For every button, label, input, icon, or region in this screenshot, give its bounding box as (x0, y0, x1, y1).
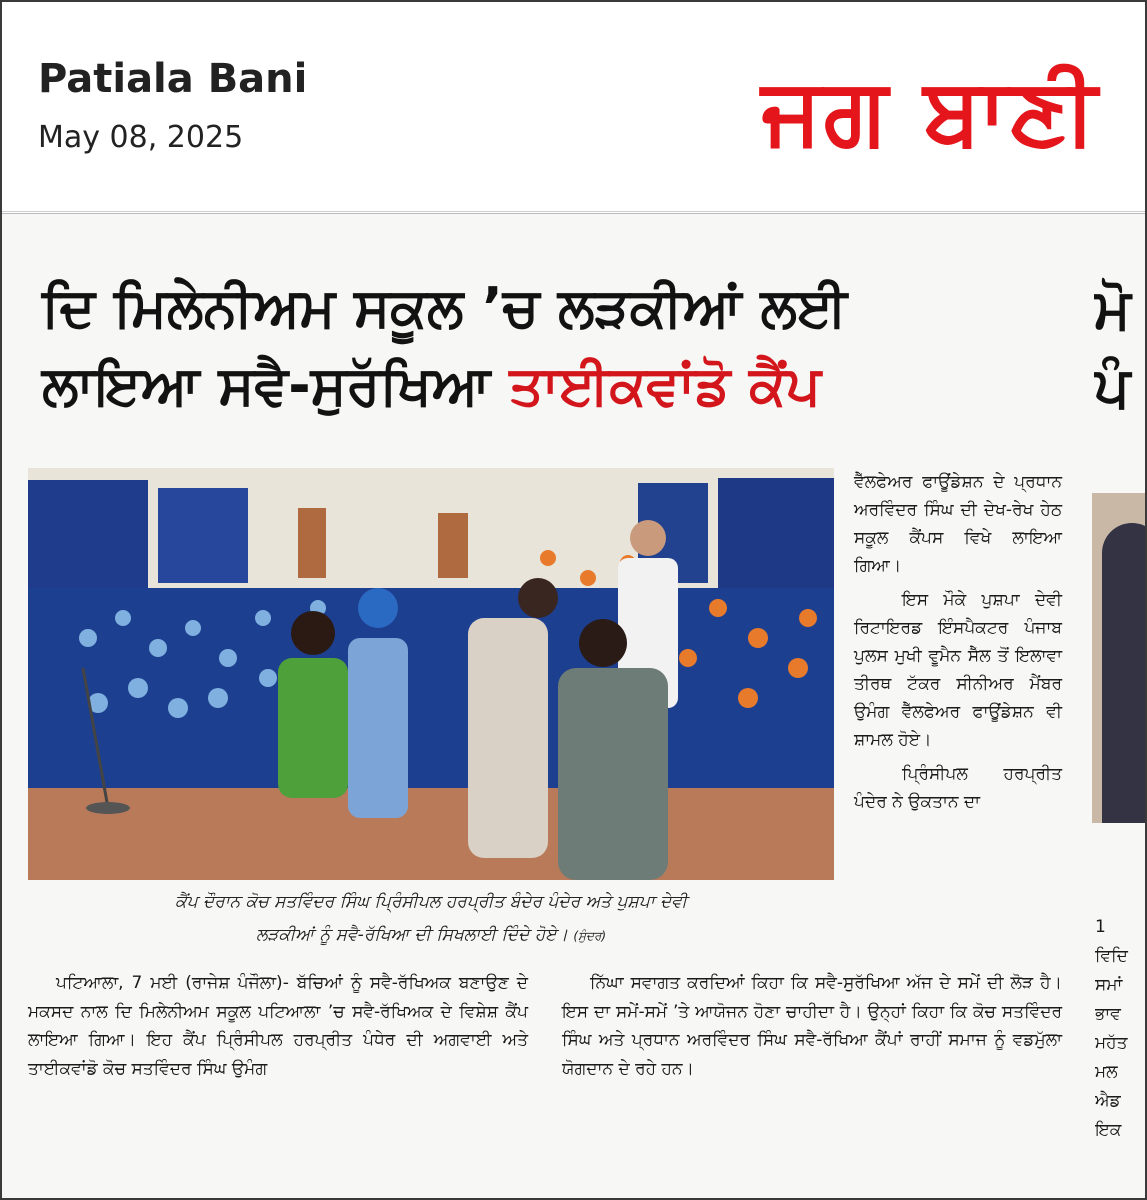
photo-caption (28, 886, 834, 953)
article-paragraph: ਪ੍ਰਿੰਸੀਪਲ ਹਰਪ੍ਰੀਤ ਪੰਦੇਰ ਨੇ ਉਕਤਾਨ ਦਾ (854, 764, 1062, 812)
article-column-right (854, 468, 1062, 822)
adjacent-word: ਵਿਦਿ (1095, 946, 1128, 966)
caption-line-2-text: ਲੜਕੀਆਂ ਨੂੰ ਸਵੈ-ਰੱਖਿਆ ਦੀ ਸਿਖਲਾਈ ਦਿੰਦੇ ਹੋਏ। (255, 925, 568, 945)
article-paragraph: ਪਟਿਆਲਾ, 7 ਮਈ (ਰਾਜੇਸ਼ ਪੰਜੌਲਾ)- ਬੱਚਿਆਂ ਨੂੰ ਸਵੈ-ਰੱਖਿਅਕ ਬਣਾਉਣ ਦੇ ਮਕਸਦ ਨਾਲ ਦਿ ਮਿਲੇਨੀਅਮ ਸਕੂਲ ਪਟਿਆਲਾ ’ਚ ਸਵੈ-ਰੱਖਿਅਕ ਦੇ ਵਿਸ਼ੇਸ਼ ਕੈਂਪ ਲਾਇਆ ਗਿਆ। ਇਹ ਕੈਂਪ ਪ੍ਰਿੰਸੀਪਲ ਹਰਪ੍ਰੀਤ ਪੰਧੇਰ ਦੀ ਅਗਵਾਈ ਅਤੇ ਤਾਈਕਵਾਂਡੋ ਕੋਚ ਸਤਵਿੰਦਰ ਸਿੰਘ ਉਮੰਗ (28, 973, 528, 1079)
article-body-left (28, 969, 528, 1083)
caption-line-1: ਕੈਂਪ ਦੌਰਾਨ ਕੋਚ ਸਤਵਿੰਦਰ ਸਿੰਘ ਪ੍ਰਿੰਸੀਪਲ ਹਰਪ੍ਰੀਤ ਬੰਦੇਰ ਪੰਦੇਰ ਅਤੇ ਪੁਸ਼ਪਾ ਦੇਵੀ (174, 892, 688, 912)
adjacent-headline-line-2: ਪੰ (1094, 355, 1131, 420)
taekwondo-camp-photo (28, 468, 834, 880)
headline-line-1: ਦਿ ਮਿਲੇਨੀਅਮ ਸਕੂਲ ’ਚ ਲੜਕੀਆਂ ਲਈ (42, 276, 848, 339)
headline-line-2-red: ਤਾਈਕਵਾਂਡੋ ਕੈਂਪ (509, 354, 821, 417)
adjacent-headline-cut (1094, 271, 1145, 427)
adjacent-word: ਮਲ (1095, 1062, 1118, 1082)
article-body-right (562, 969, 1062, 1083)
article-paragraph: ਨਿੱਘਾ ਸਵਾਗਤ ਕਰਦਿਆਂ ਕਿਹਾ ਕਿ ਸਵੈ-ਸੁਰੱਖਿਆ ਅੱਜ ਦੇ ਸਮੇਂ ਦੀ ਲੋੜ ਹੈ। ਇਸ ਦਾ ਸਮੇਂ-ਸਮੇਂ ’ਤੇ ਆਯੋਜਨ ਹੋਣਾ ਚਾਹੀਦਾ ਹੈ। ਉਨ੍ਹਾਂ ਕਿਹਾ ਕਿ ਕੋਚ ਸਤਵਿੰਦਰ ਸਿੰਘ ਅਤੇ ਪ੍ਰਧਾਨ ਅਰਵਿੰਦਰ ਸਿੰਘ ਸਵੈ-ਰੱਖਿਆ ਕੈਂਪਾਂ ਰਾਹੀਂ ਸਮਾਜ ਨੂੰ ਵਡਮੁੱਲਾ ਯੋਗਦਾਨ ਦੇ ਰਹੇ ਹਨ। (562, 973, 1062, 1079)
adjacent-article-photo (1092, 493, 1145, 823)
newspaper-masthead-logo: ਜਗ ਬਾਣੀ (761, 58, 1099, 165)
adjacent-article-text (1095, 913, 1145, 1145)
adjacent-word: 1 (1095, 917, 1106, 937)
caption-line-2 (28, 919, 834, 953)
article-paragraph: ਵੈੱਲਫੇਅਰ ਫਾਊਂਡੇਸ਼ਨ ਦੇ ਪ੍ਰਧਾਨ ਅਰਵਿੰਦਰ ਸਿੰਘ ਦੀ ਦੇਖ-ਰੇਖ ਹੇਠ ਸਕੂਲ ਕੈਂਪਸ ਵਿਖੇ ਲਾਇਆ ਗਿਆ। (854, 472, 1062, 576)
article-photo (28, 468, 834, 880)
headline-line-2 (42, 347, 1072, 425)
adjacent-word: ਭਾਵ (1095, 1004, 1121, 1024)
publication-date: May 08, 2025 (38, 120, 244, 155)
adjacent-photo-person (1102, 523, 1145, 823)
adjacent-word: ਇਕ (1095, 1120, 1122, 1140)
adjacent-word: ਐਡ (1095, 1091, 1121, 1111)
adjacent-word: ਸਮਾਂ (1095, 975, 1123, 995)
article-headline (42, 269, 1072, 425)
newspaper-clipping (2, 213, 1145, 1198)
adjacent-headline-line-1: ਮੋ (1094, 277, 1131, 342)
article-paragraph: ਇਸ ਮੌਕੇ ਪੁਸ਼ਪਾ ਦੇਵੀ ਰਿਟਾਇਰਡ ਇੰਸਪੈਕਟਰ ਪੰਜਾਬ ਪੁਲਸ ਮੁਖੀ ਵੂਮੈਨ ਸੈੱਲ ਤੋਂ ਇਲਾਵਾ ਤੀਰਥ ਟੱਕਰ ਸੀਨੀਅਰ ਮੈਂਬਰ ਉਮੰਗ ਵੈੱਲਫੇਅਰ ਫਾਊਂਡੇਸ਼ਨ ਵੀ ਸ਼ਾਮਲ ਹੋਏ। (854, 590, 1062, 750)
publication-name: Patiala Bani (38, 56, 308, 102)
adjacent-word: ਮਹੱਤ (1095, 1033, 1128, 1053)
divider (2, 213, 1145, 214)
headline-line-2-black: ਲਾਇਆ ਸਵੈ-ਸੁਰੱਖਿਆ (42, 354, 491, 417)
photo-credit: (ਸੁੰਦਰ) (573, 929, 607, 943)
clipping-header (2, 2, 1145, 212)
